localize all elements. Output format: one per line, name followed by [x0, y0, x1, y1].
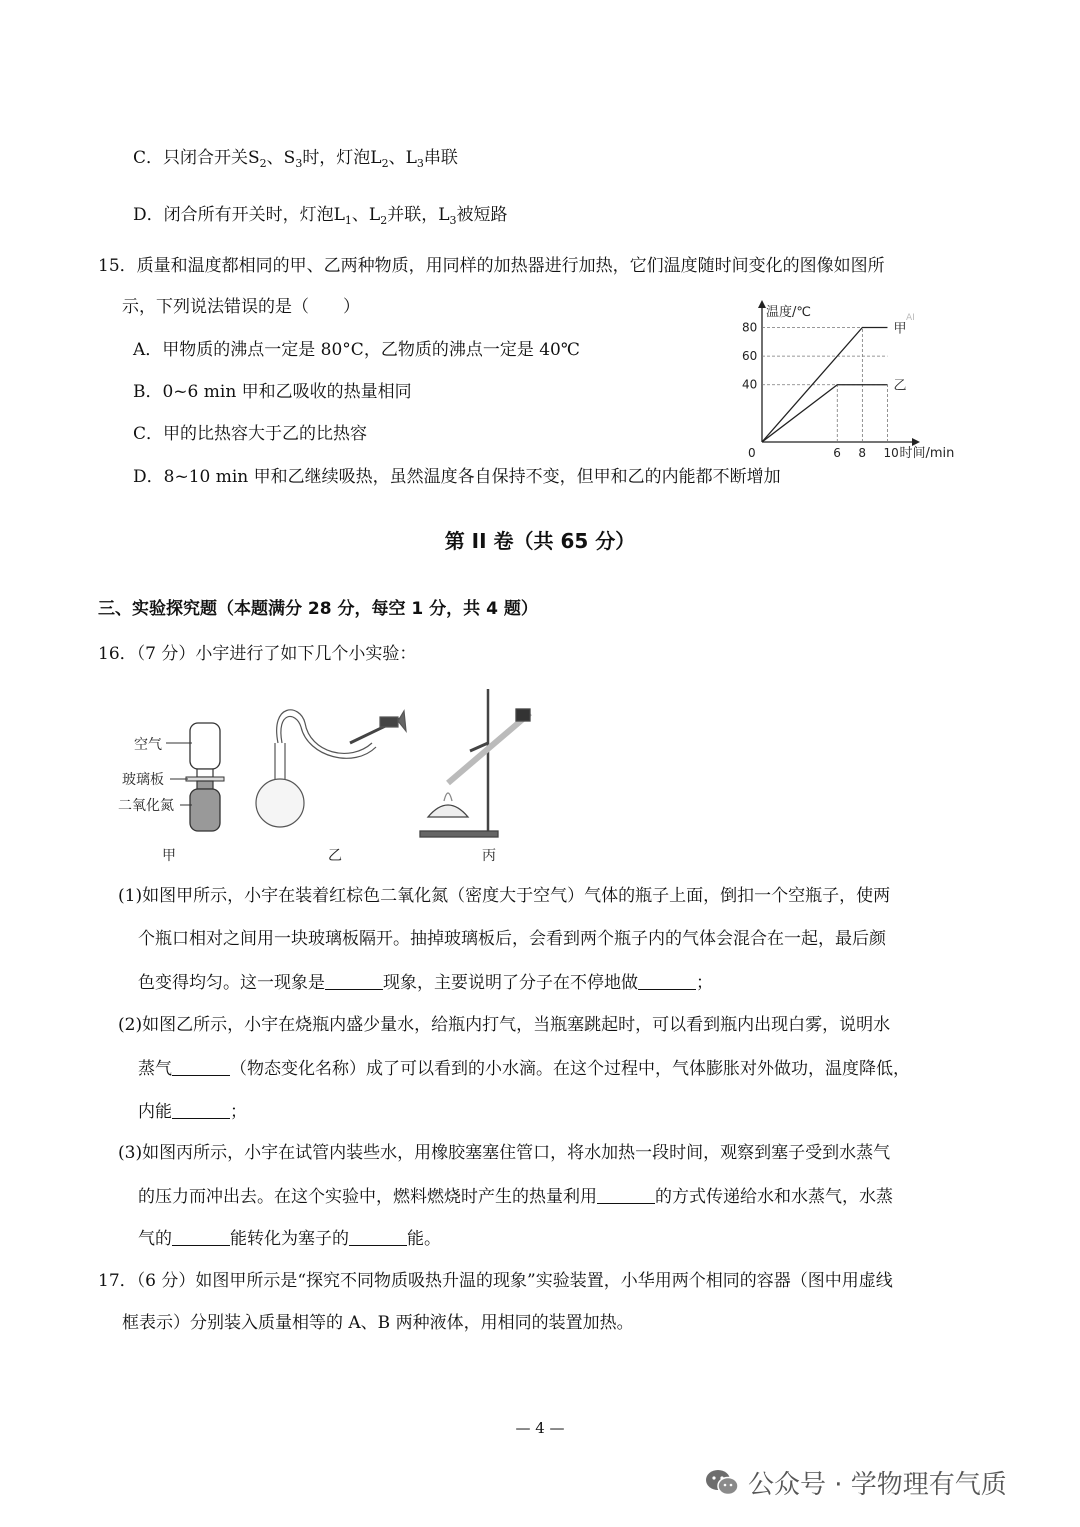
- label-air: 空气: [134, 737, 162, 753]
- footer-watermark: [704, 1464, 1007, 1501]
- watermark-label: AI: [906, 313, 915, 323]
- q16-part1-line2: 个瓶口相对之间用一块玻璃板隔开。抽掉玻璃板后，会看到两个瓶子内的气体会混合在一起，最后颜: [138, 929, 886, 949]
- q15-option-c: C．甲的比热容大于乙的比热容: [133, 424, 368, 444]
- q16-part1-line1: (1)如图甲所示，小宇在装着红棕色二氧化氮（密度大于空气）气体的瓶子上面，倒扣一个空瓶子，使两: [118, 886, 891, 906]
- q14-option-c: C．只闭合开关$S_2$、$S_3$时，灯泡$L_2$、$L_3$串联: [133, 148, 458, 170]
- page-number: — 4 —: [515, 1419, 565, 1437]
- q16-part1-line3: 色变得均匀。这一现象是 现象，主要说明了分子在不停地做 ；: [138, 973, 713, 993]
- x-tick-label: 6: [833, 446, 841, 460]
- q16-part3-line2: 的压力而冲出去。在这个实验中，燃料燃烧时产生的热量利用 的方式传递给水和水蒸气，水蒸: [138, 1187, 893, 1207]
- answer-blank[interactable]: [349, 1229, 407, 1246]
- caption-yi: 乙: [328, 848, 342, 864]
- y-tick-label: 80: [742, 320, 758, 335]
- caption-bing: 丙: [482, 848, 496, 864]
- section-3-title: 三、实验探究题（本题满分 28 分，每空 1 分，共 4 题）: [98, 599, 538, 619]
- q16-part2-line3: 内能 ；: [138, 1102, 247, 1122]
- series-label: 甲: [893, 321, 907, 337]
- y-tick-label: 40: [742, 377, 758, 392]
- q17-line2: 框表示）分别装入质量相等的 A、B 两种液体，用相同的装置加热。: [122, 1313, 634, 1333]
- y-axis-label: 温度/℃: [766, 305, 811, 320]
- x-axis-arrow: [912, 438, 920, 446]
- x-axis-label: 时间/min: [899, 446, 955, 461]
- series-line-yi: [762, 385, 887, 442]
- q16-part3-line1: (3)如图丙所示，小宇在试管内装些水，用橡胶塞塞住管口，将水加热一段时间，观察到塞子受到水蒸气: [118, 1143, 891, 1163]
- label-nitrogen-dioxide: 二氧化氮: [118, 798, 174, 814]
- caption-jia: 甲: [162, 848, 176, 864]
- q16-part3-line3: 气的 能转化为塞子的 能。: [138, 1229, 441, 1249]
- q15-option-d: D．8~10 min 甲和乙继续吸热，虽然温度各自保持不变，但甲和乙的内能都不断增加: [133, 467, 781, 487]
- q15-stem-line1: 15．质量和温度都相同的甲、乙两种物质，用同样的加热器进行加热，它们温度随时间变化的图像如图所: [98, 256, 885, 276]
- label-glass-plate: 玻璃板: [122, 772, 164, 788]
- answer-blank[interactable]: [172, 1059, 230, 1076]
- q16-experiment-figure: [110, 683, 530, 868]
- q16-stem: 16．（7 分）小宇进行了如下几个小实验：: [98, 644, 417, 664]
- footer-account-name: 公众号 · 学物理有气质: [748, 1470, 1007, 1500]
- answer-blank[interactable]: [325, 973, 383, 990]
- answer-blank[interactable]: [597, 1187, 655, 1204]
- figure-yi-flask-pump: [256, 710, 406, 827]
- answer-blank[interactable]: [638, 973, 696, 990]
- answer-blank[interactable]: [172, 1102, 230, 1119]
- q15-stem-line2: 示，下列说法错误的是（ ）: [122, 297, 360, 317]
- figure-bing-heating: [420, 689, 530, 837]
- x-tick-label: 8: [858, 446, 867, 460]
- q16-part2-line2: 蒸气 （物态变化名称）成了可以看到的小水滴。在这个过程中，气体膨胀对外做功，温度降低，: [138, 1059, 910, 1079]
- answer-blank[interactable]: [172, 1229, 230, 1246]
- section-2-title: 第 II 卷（共 65 分）: [444, 529, 636, 553]
- series-label: 乙: [893, 378, 907, 394]
- x-tick-label: 10: [883, 446, 899, 460]
- y-axis-arrow: [758, 300, 766, 308]
- q15-option-a: A．甲物质的沸点一定是 80°C，乙物质的沸点一定是 40℃: [133, 340, 580, 360]
- q15-option-b: B．0~6 min 甲和乙吸收的热量相同: [133, 382, 412, 402]
- q16-part2-line1: (2)如图乙所示，小宇在烧瓶内盛少量水，给瓶内打气，当瓶塞跳起时，可以看到瓶内出现白雾，说明水: [118, 1015, 891, 1035]
- temperature-time-chart: [728, 296, 955, 466]
- figure-jia-bottles: [166, 723, 224, 831]
- q14-option-d: D．闭合所有开关时，灯泡$L_1$、$L_2$并联，$L_3$被短路: [133, 205, 508, 227]
- q17-line1: 17．（6 分）如图甲所示是“探究不同物质吸热升温的现象”实验装置，小华用两个相同的容器（图中用虚线: [98, 1271, 893, 1291]
- y-tick-label: 60: [742, 349, 758, 364]
- wechat-icon: [704, 1468, 740, 1498]
- origin-label: 0: [748, 446, 756, 460]
